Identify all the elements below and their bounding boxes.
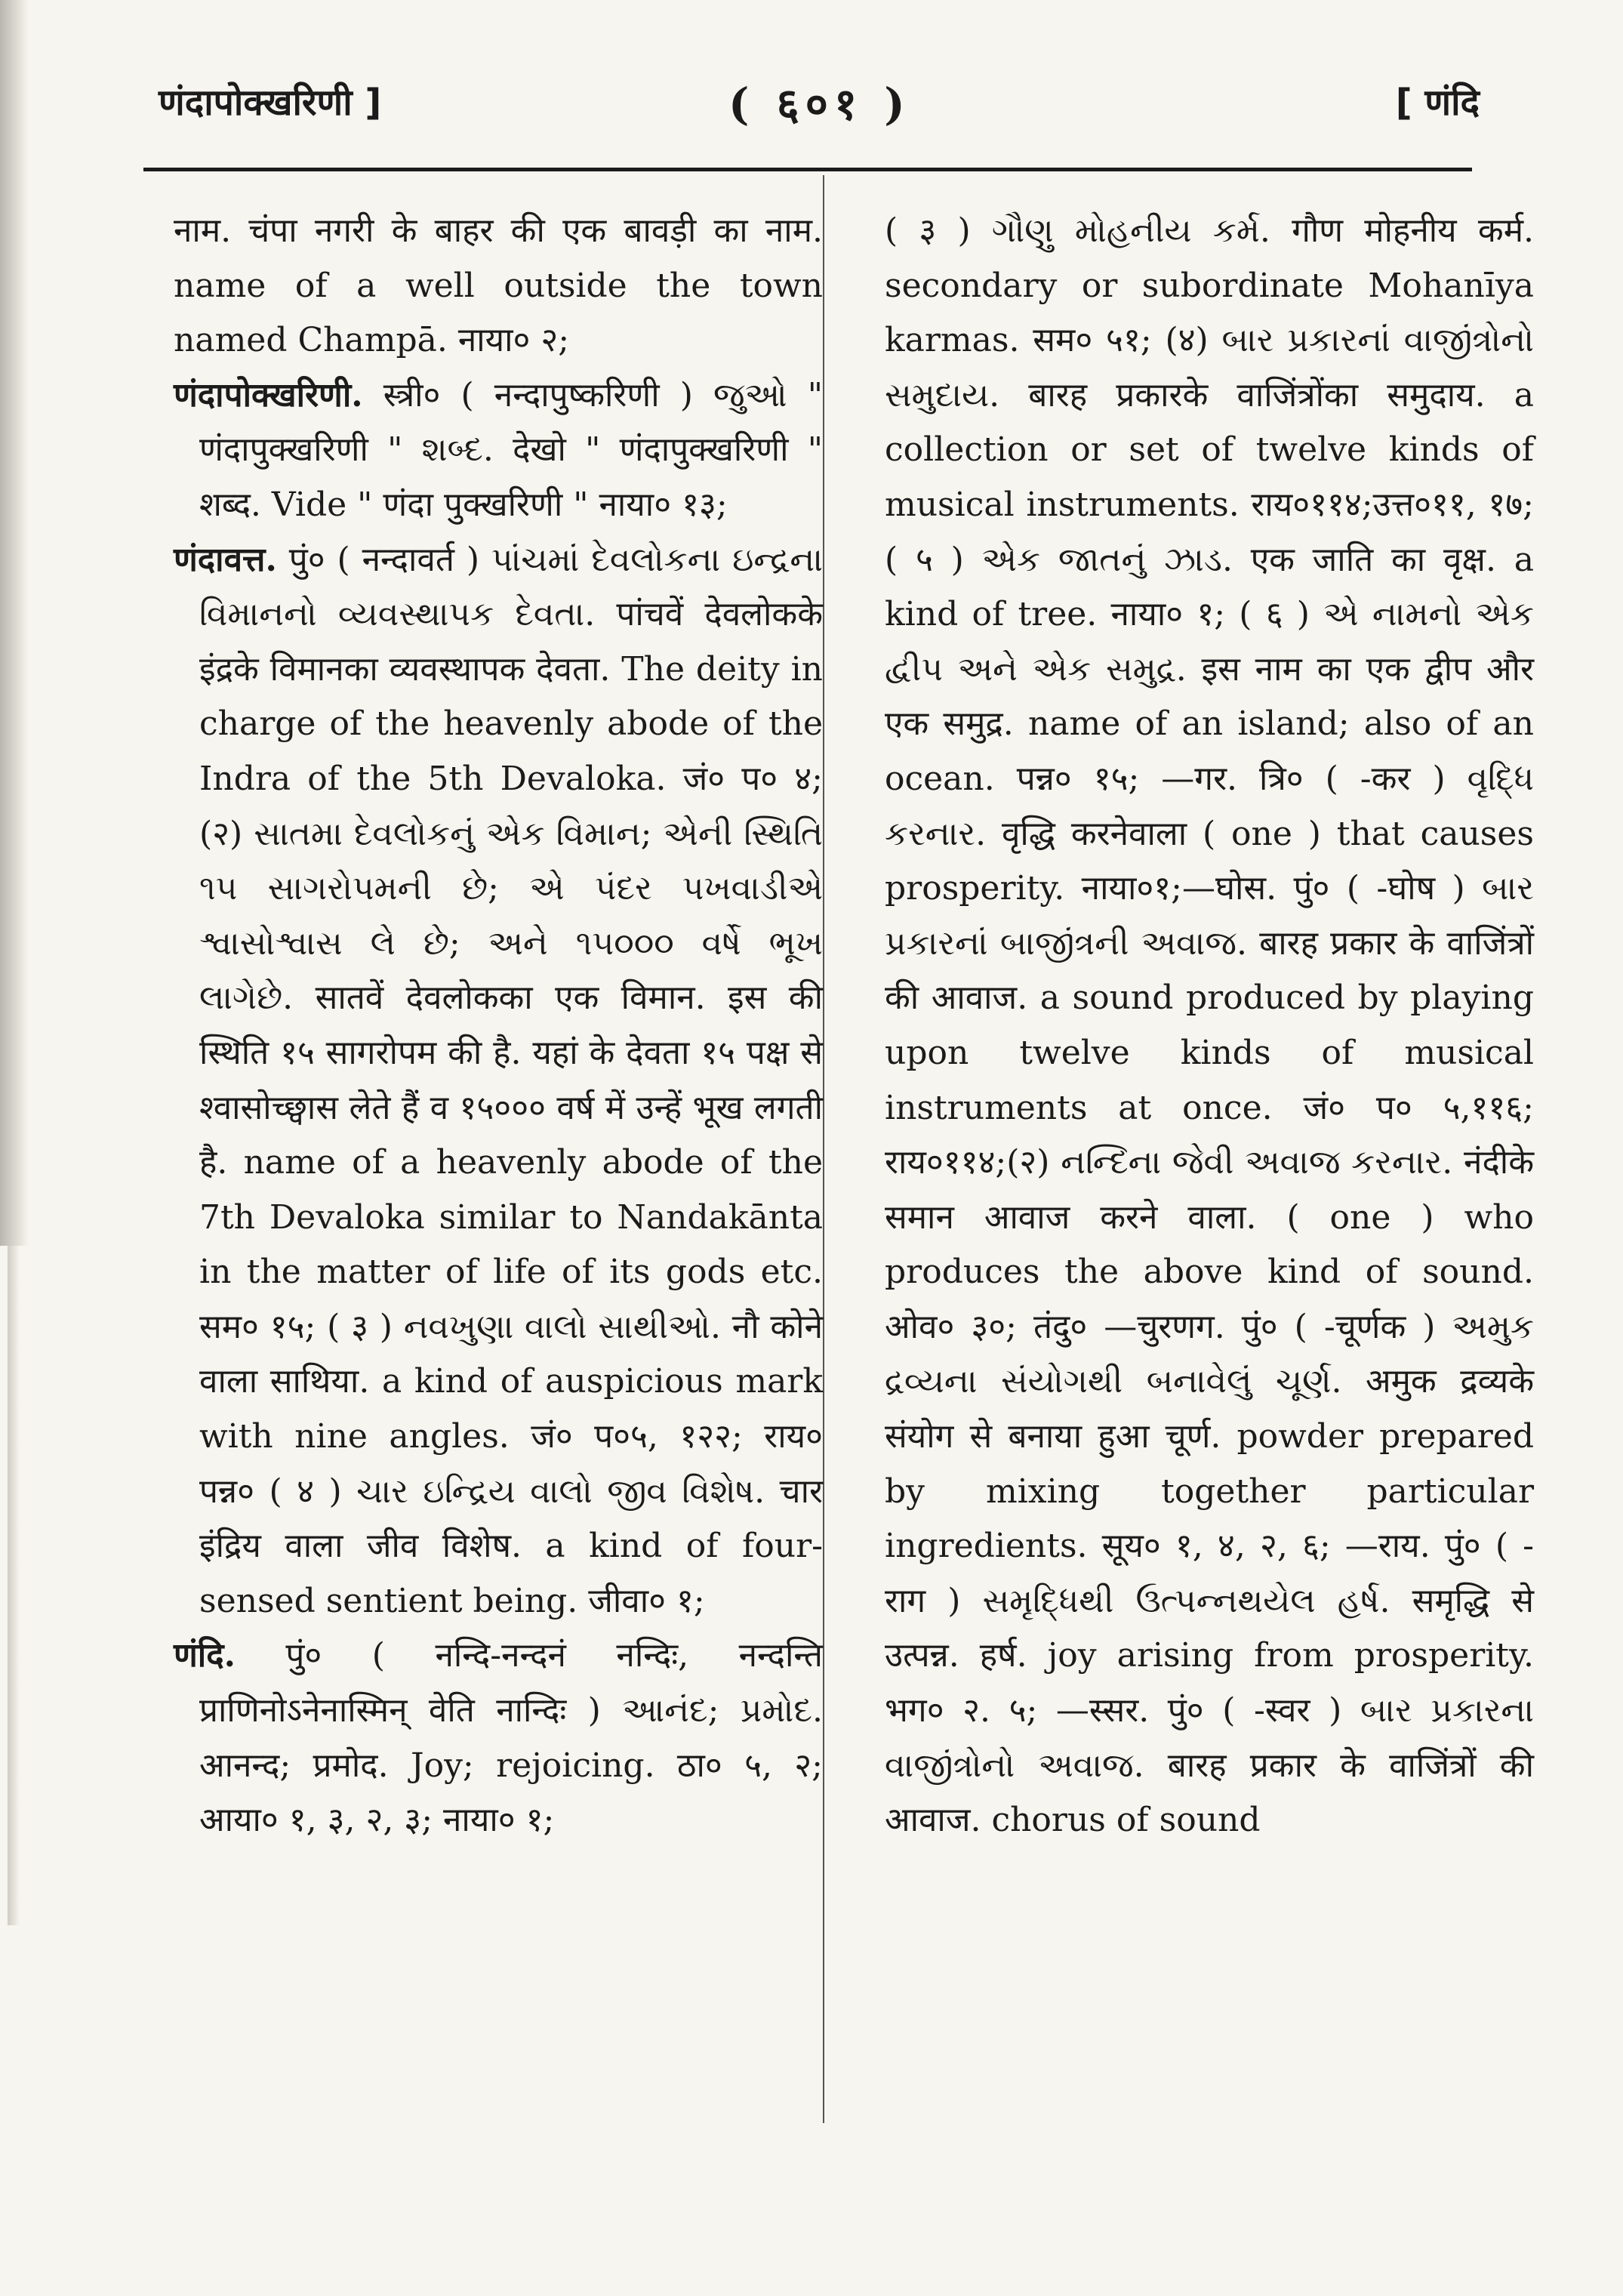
header-rule	[143, 168, 1472, 171]
entry-text: पुं० ( नन्दि-नन्दनं नन्दिः, नन्दन्ति प्राणिनोऽनेनास्मिन् वेति नान्दिः ) આનંદ; પ્રમોદ. आनन्द; प्रमोद. Joy; rejoicing. ठा० ५, २; आया० १, ३, २, ३; नाया० १;	[199, 1636, 823, 1840]
scan-edge-shadow	[0, 0, 29, 1246]
entry-headword: णंदापोक्खरिणी.	[174, 375, 363, 415]
header-left-guideword: णंदापोक्खरिणी ]	[159, 82, 382, 124]
entry-continuation	[174, 204, 823, 368]
entry-text: ( ३ ) ગૌણુ મોહનીય કર્મ. गौण मोहनीय कर्म. secondary or subordinate Mohanīya karmas. सम० ५१; (४) બાર પ્રકારનાં વાજીંત્રોનો સમુદાય. बारह प्रकारके वाजिंत्रोंका समुदाय. a collection or set of twelve kinds of musical instruments. राय०११४;उत्त०११, १७; ( ५ ) એક જાતનું ઝાડ. एक जाति का वृक्ष. a kind of tree. नाया० १; ( ६ ) એ નામનો એક દ્વીપ અને એક સમુદ્ર. इस नाम का एक द्वीप और एक समुद्र. name of an island; also of an ocean. पन्न० १५; —गर. त्रि० ( -कर ) વૃદ્ધિ કરનાર. वृद्धि करनेवाला ( one ) that causes prosperity. नाया०१;—घोस. पुं० ( -घोष ) બાર પ્રકારનાં બાજીંત્રની અવાજ. बारह प्रकार के वाजिंत्रों की आवाज. a sound produced by playing upon twelve kinds of musical instruments at once. जं० प० ५,११६; राय०११४;(२) નન્દિના જેવી અવાજ કરનાર. नंदीके समान आवाज करने वाला. ( one ) who produces the above kind of sound. ओव० ३०; तंदु० —चुरणग. पुं० ( -चूर्णक ) અમુક દ્રવ્યના સંયોગથી બનાવેલું ચૂર્ણ. अमुक द्रव्यके संयोग से बनाया हुआ चूर्ण. powder prepared by mixing together particular ingredients. सूय० १, ४, २, ६; —राय. पुं० ( -राग ) સમૃદ્ધિથી ઉત્પન્નથયેલ હર્ષ. समृद्धि से उत्पन्न. हर्ष. joy arising from prosperity. भग० २. ५; —स्सर. पुं० ( -स्वर ) બાર પ્રકારના વાજીંત્રોનો અવાજ. बारह प्रकार के वाजिंत्रों की आवाज. chorus of sound	[885, 211, 1534, 1840]
entry-nandavatta	[174, 533, 823, 1629]
header-right-guideword: [ णंदि	[1395, 82, 1480, 124]
entry-headword: णंदावत्त.	[174, 540, 277, 579]
entry-nandi-continued	[885, 204, 1534, 1848]
entry-headword: णंदि.	[174, 1636, 236, 1675]
entry-text: पुं० ( नन्दावर्त ) પાંચમાં દેવલોકના ઇન્દ્રના વિમાનનો વ્યવસ્થાપક દેવતા. पांचवें देवलोकके इंद्रके विमानका व्यवस्थापक देवता. The deity in charge of the heavenly abode of the Indra of the 5th Devaloka. जं० प० ४; (२) સાતમા દેવલોકનું એક વિમાન; એની સ્થિતિ ૧૫ સાગરોપમની છે; એ પંદર પખવાડીએ શ્વાસોશ્વાસ લે છે; અને ૧૫૦૦૦ વર્ષે ભૂખ લાગેછે. सातवें देवलोकका एक विमान. इस की स्थिति १५ सागरोपम की है. यहां के देवता १५ पक्ष से श्वासोच्छ्वास लेते हैं व १५००० वर्ष में उन्हें भूख लगती है. name of a heavenly abode of the 7th Devaloka similar to Nandakānta in the matter of life of its gods etc. सम० १५; ( ३ ) નવખુણા વાલો સાથીઓ. नौ कोने वाला साथिया. a kind of auspicious mark with nine angles. जं० प०५, १२२; राय० पन्न० ( ४ ) ચાર ઇન્દ્રિય વાલો જીવ વિશેષ. चार इंद्रिय वाला जीव विशेष. a kind of four-sensed sentient being. जीवा० १;	[199, 540, 823, 1620]
left-column	[174, 204, 823, 1848]
page-number: ( ६०१ )	[728, 79, 911, 130]
right-column	[885, 204, 1534, 1848]
entry-text: नाम. चंपा नगरी के बाहर की एक बावड़ी का नाम. name of a well outside the town named Champā. नाया० २;	[174, 211, 823, 360]
column-divider	[823, 175, 824, 2123]
scan-edge-shadow-lower	[8, 1246, 20, 1925]
entry-nandapokkharini	[174, 368, 823, 533]
running-head	[0, 69, 1623, 137]
entry-nandi	[174, 1629, 823, 1848]
entry-text: स्त्री० ( नन्दापुष्करिणी ) જુઓ " णंदापुक्खरिणी " શબ્દ. देखो " णंदापुक्खरिणी " शब्द. Vide " णंदा पुक्खरिणी " नाया० १३;	[199, 375, 823, 524]
